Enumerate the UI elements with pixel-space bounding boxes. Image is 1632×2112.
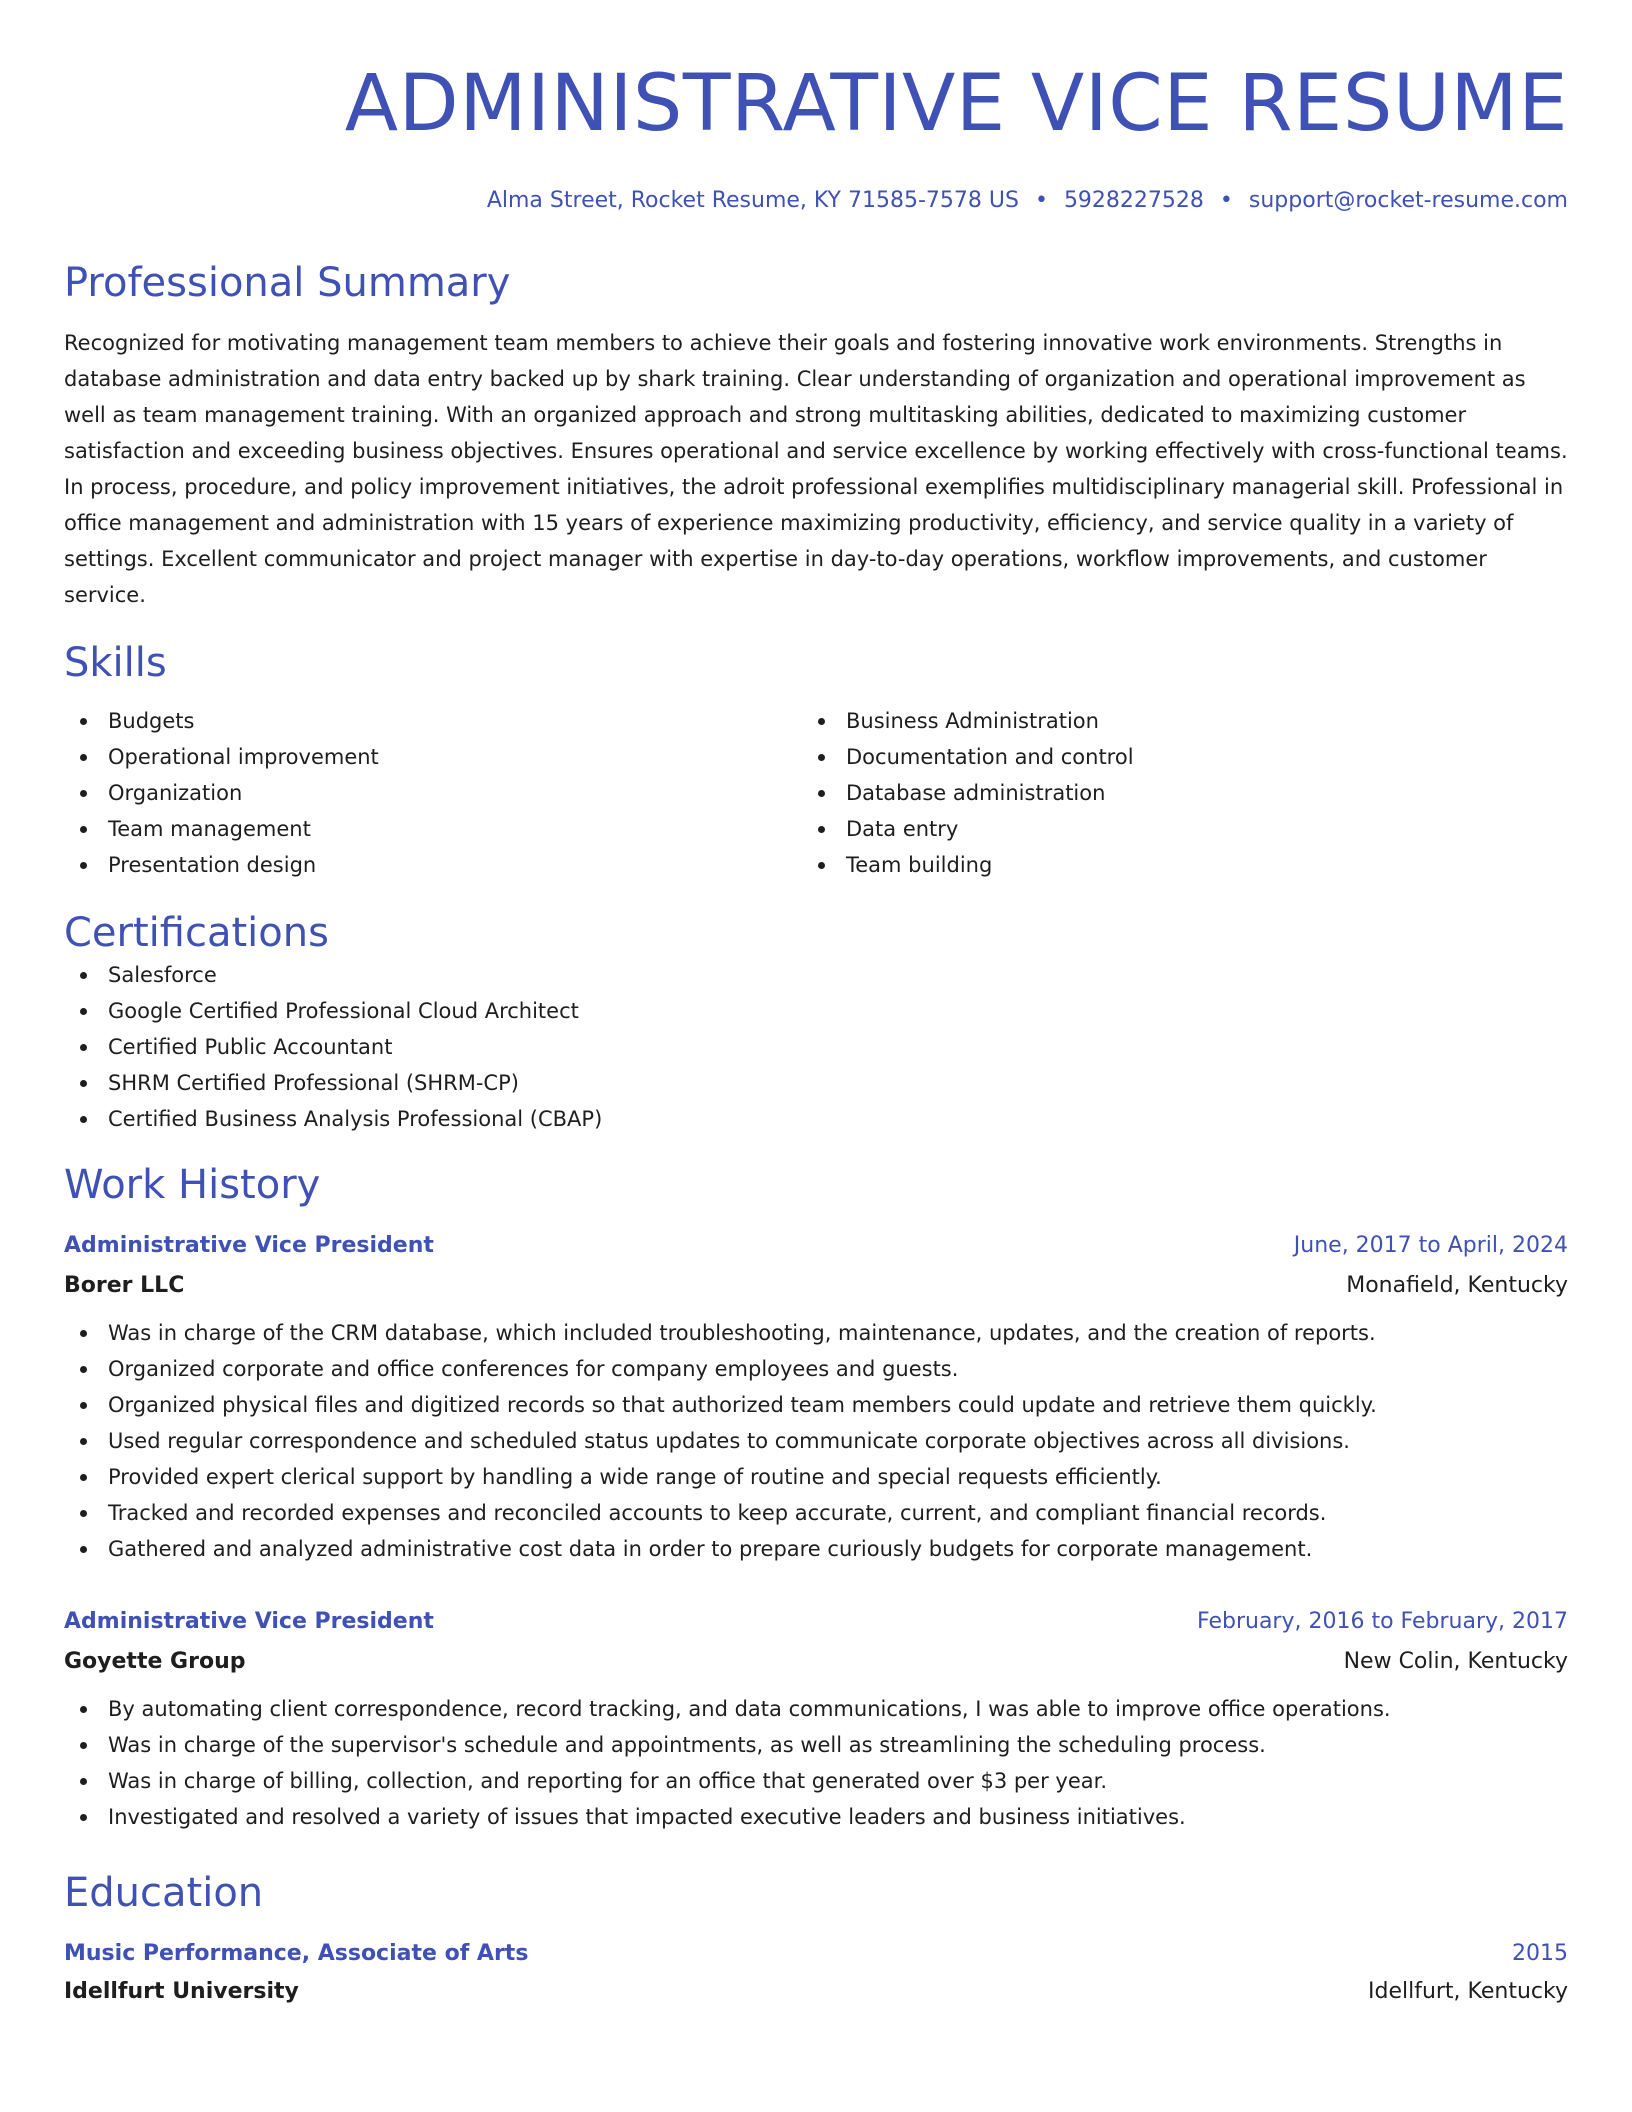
job-duty: Used regular correspondence and scheduled status updates to communicate corporate objectives across all divisions. <box>64 1423 1568 1459</box>
contact-phone: 5928227528 <box>1063 188 1204 213</box>
job-duty: Organized physical files and digitized records so that authorized team members could update and retrieve them quickly. <box>64 1387 1568 1423</box>
job-entry <box>64 1231 1568 1567</box>
job-duty: Was in charge of the CRM database, which included troubleshooting, maintenance, updates, and the creation of reports. <box>64 1315 1568 1351</box>
contact-line <box>64 187 1568 215</box>
contact-separator: • <box>1034 188 1048 213</box>
job-duty: Tracked and recorded expenses and reconciled accounts to keep accurate, current, and compliant financial records. <box>64 1495 1568 1531</box>
job-duties-list <box>64 1315 1568 1567</box>
job-header <box>64 1231 1568 1261</box>
education-heading: Education <box>64 1870 264 1916</box>
education-entry <box>64 1939 1568 2007</box>
school-location: Idellfurt, Kentucky <box>1367 1979 1568 2004</box>
skills-column-right <box>802 703 1540 883</box>
company-name: Goyette Group <box>64 1649 246 1674</box>
job-entry <box>64 1607 1568 1835</box>
skill-item: Team management <box>64 811 802 847</box>
job-duty: Was in charge of billing, collection, and reporting for an office that generated over $3 per year. <box>64 1763 1568 1799</box>
job-duties-list <box>64 1691 1568 1835</box>
job-duty: Organized corporate and office conferences for company employees and guests. <box>64 1351 1568 1387</box>
certification-item: SHRM Certified Professional (SHRM-CP) <box>64 1065 1568 1101</box>
company-name: Borer LLC <box>64 1273 185 1298</box>
job-duty: Provided expert clerical support by handling a wide range of routine and special requests efficiently. <box>64 1459 1568 1495</box>
job-header <box>64 1607 1568 1637</box>
job-duty: Investigated and resolved a variety of issues that impacted executive leaders and business initiatives. <box>64 1799 1568 1835</box>
job-title: Administrative Vice President <box>64 1233 434 1258</box>
skill-item: Operational improvement <box>64 739 802 775</box>
job-employer <box>64 1647 1568 1677</box>
resume-header <box>64 56 1568 215</box>
certifications-heading: Certifications <box>64 910 329 956</box>
summary-text: Recognized for motivating management team members to achieve their goals and fostering innovative work environments. Strengths in database administration and data entry backed up by shark training. Clear understanding of organization and operational improvement as well as team management training. With an organized approach and strong multitasking abilities, dedicated to maximizing customer satisfaction and exceeding business objectives. Ensures operational and service excellence by working effectively with cross-functional teams. In process, procedure, and policy improvement initiatives, the adroit professional exemplifies multidisciplinary managerial skill. Professional in office management and administration with 15 years of experience maximizing productivity, efficiency, and service quality in a variety of settings. Excellent communicator and project manager with expertise in day-to-day operations, workflow improvements, and customer service. <box>64 331 1568 607</box>
certification-item: Salesforce <box>64 957 1568 993</box>
certification-item: Certified Business Analysis Professional (CBAP) <box>64 1101 1568 1137</box>
job-duty: Was in charge of the supervisor's schedule and appointments, as well as streamlining the scheduling process. <box>64 1727 1568 1763</box>
graduation-year: 2015 <box>1512 1941 1568 1966</box>
certification-item: Google Certified Professional Cloud Architect <box>64 993 1568 1029</box>
education-school <box>64 1977 1568 2007</box>
work-history-heading: Work History <box>64 1162 321 1208</box>
job-location: Monafield, Kentucky <box>1346 1273 1568 1298</box>
job-duty: By automating client correspondence, record tracking, and data communications, I was able to improve office operations. <box>64 1691 1568 1727</box>
skill-item: Database administration <box>802 775 1540 811</box>
skills-list-left <box>64 703 802 883</box>
degree: Music Performance, Associate of Arts <box>64 1941 529 1966</box>
skills-heading: Skills <box>64 640 167 686</box>
education-header <box>64 1939 1568 1969</box>
skill-item: Data entry <box>802 811 1540 847</box>
skills-list-right <box>802 703 1540 883</box>
job-location: New Colin, Kentucky <box>1343 1649 1568 1674</box>
job-duty: Gathered and analyzed administrative cost data in order to prepare curiously budgets for corporate management. <box>64 1531 1568 1567</box>
job-employer <box>64 1271 1568 1301</box>
contact-email: support@rocket-resume.com <box>1248 188 1568 213</box>
skills-columns <box>64 703 1568 883</box>
skill-item: Team building <box>802 847 1540 883</box>
skills-column-left <box>64 703 802 883</box>
school-name: Idellfurt University <box>64 1979 299 2004</box>
job-dates: June, 2017 to April, 2024 <box>1293 1233 1568 1258</box>
contact-address: Alma Street, Rocket Resume, KY 71585-7578 US <box>486 188 1019 213</box>
skill-item: Documentation and control <box>802 739 1540 775</box>
job-dates: February, 2016 to February, 2017 <box>1197 1609 1568 1634</box>
summary-heading: Professional Summary <box>64 260 511 306</box>
skill-item: Budgets <box>64 703 802 739</box>
certification-item: Certified Public Accountant <box>64 1029 1568 1065</box>
skill-item: Business Administration <box>802 703 1540 739</box>
resume-title: ADMINISTRATIVE VICE RESUME <box>344 59 1568 149</box>
skill-item: Organization <box>64 775 802 811</box>
contact-separator: • <box>1219 188 1233 213</box>
certifications-list <box>64 957 1568 1137</box>
skill-item: Presentation design <box>64 847 802 883</box>
job-title: Administrative Vice President <box>64 1609 434 1634</box>
